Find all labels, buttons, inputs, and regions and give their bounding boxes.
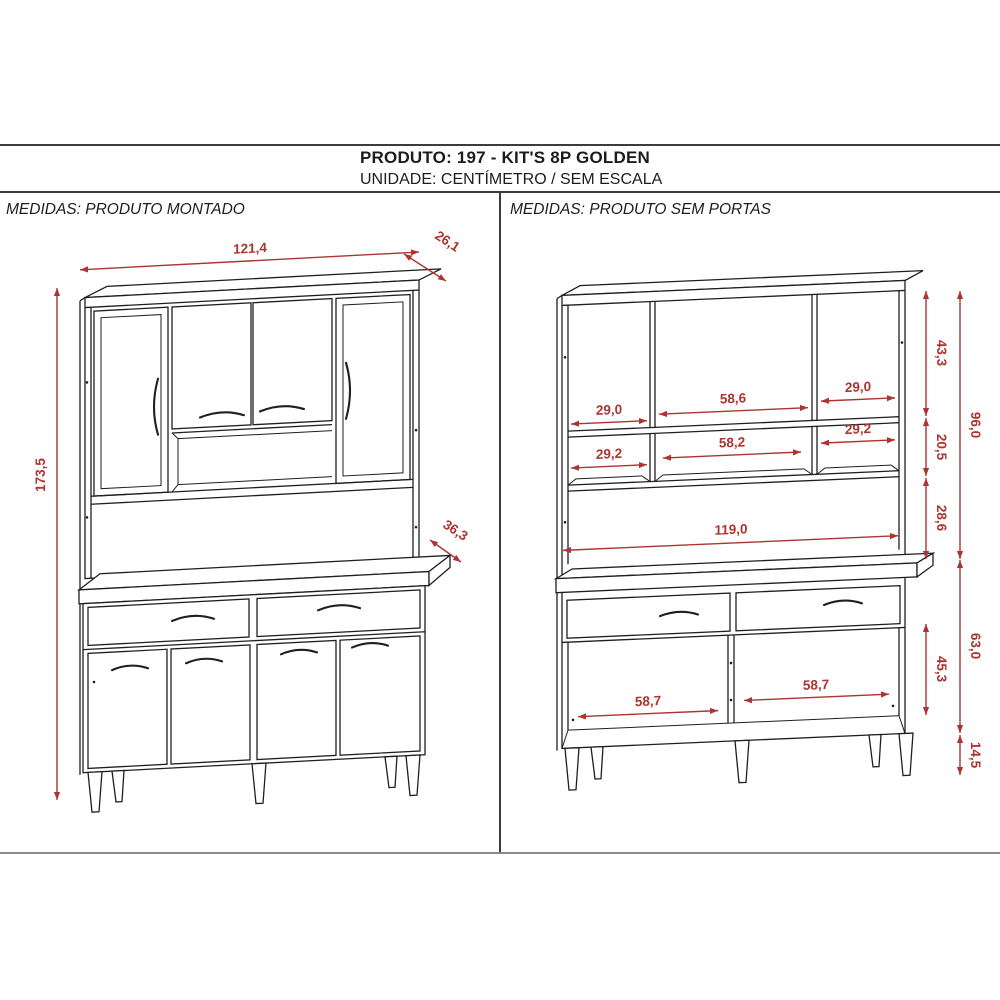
leg xyxy=(899,733,913,776)
dim-total-height-label: 173,5 xyxy=(33,458,48,492)
dim-top-row-height-label: 43,3 xyxy=(934,339,949,367)
dim-mid-row-height-label: 20,5 xyxy=(934,433,949,461)
dim-base-height xyxy=(960,560,983,733)
title-top-border xyxy=(0,144,1000,146)
unit-subtitle: UNIDADE: CENTÍMETRO / SEM ESCALA xyxy=(360,171,663,188)
dim-top-center-width-label: 58,6 xyxy=(719,390,747,407)
vertical-dims xyxy=(926,291,983,775)
right-panel-label: MEDIDAS: PRODUTO SEM PORTAS xyxy=(510,201,771,218)
dim-mid-left-width-label: 29,2 xyxy=(595,445,623,462)
dim-mid-center-width-label: 58,2 xyxy=(718,434,746,451)
dim-top-left-width-label: 29,0 xyxy=(595,401,623,418)
left-panel-label: MEDIDAS: PRODUTO MONTADO xyxy=(6,201,245,218)
montado-cabinet-line-art xyxy=(79,268,450,812)
dim-top-right-width-label: 29,0 xyxy=(844,378,872,396)
leg xyxy=(565,748,579,791)
dim-total-width xyxy=(80,232,419,270)
dim-hutch-height-label: 96,0 xyxy=(968,411,983,439)
title-block xyxy=(360,148,662,189)
dim-counter-width-label: 119,0 xyxy=(714,521,748,538)
leg xyxy=(112,771,124,803)
dim-counter-depth xyxy=(430,517,471,562)
leg xyxy=(88,772,102,813)
dim-counter-depth-label: 36,3 xyxy=(440,516,471,544)
dim-top-depth-label: 26,1 xyxy=(432,227,463,255)
leg xyxy=(406,755,420,796)
sem-portas-drawing xyxy=(503,195,1000,855)
dim-hutch-height xyxy=(960,291,983,559)
leg xyxy=(869,734,881,767)
dim-niche-height-label: 28,6 xyxy=(934,504,949,532)
dim-total-width-label: 121,4 xyxy=(233,240,267,257)
montado-drawing xyxy=(0,195,497,855)
leg xyxy=(591,747,603,780)
dim-base-right-width-label: 58,7 xyxy=(802,676,830,693)
product-title: PRODUTO: 197 - KIT'S 8P GOLDEN xyxy=(360,148,650,167)
dim-base-height-label: 63,0 xyxy=(968,632,983,660)
leg xyxy=(735,740,749,783)
dim-mid-right-width-label: 29,2 xyxy=(844,420,872,438)
panel-divider xyxy=(499,193,501,852)
dim-total-height xyxy=(33,288,57,800)
leg xyxy=(252,763,266,804)
dim-niche-height xyxy=(926,478,949,559)
dim-base-left-width-label: 58,7 xyxy=(634,693,662,710)
dim-leg-height xyxy=(960,735,983,775)
dim-top-row-height xyxy=(926,291,949,416)
dim-base-inner-height-label: 45,3 xyxy=(934,655,949,683)
leg xyxy=(385,756,397,788)
dim-mid-row-height xyxy=(926,418,949,476)
dim-base-inner-height xyxy=(926,624,949,715)
dim-leg-height-label: 14,5 xyxy=(968,741,983,769)
